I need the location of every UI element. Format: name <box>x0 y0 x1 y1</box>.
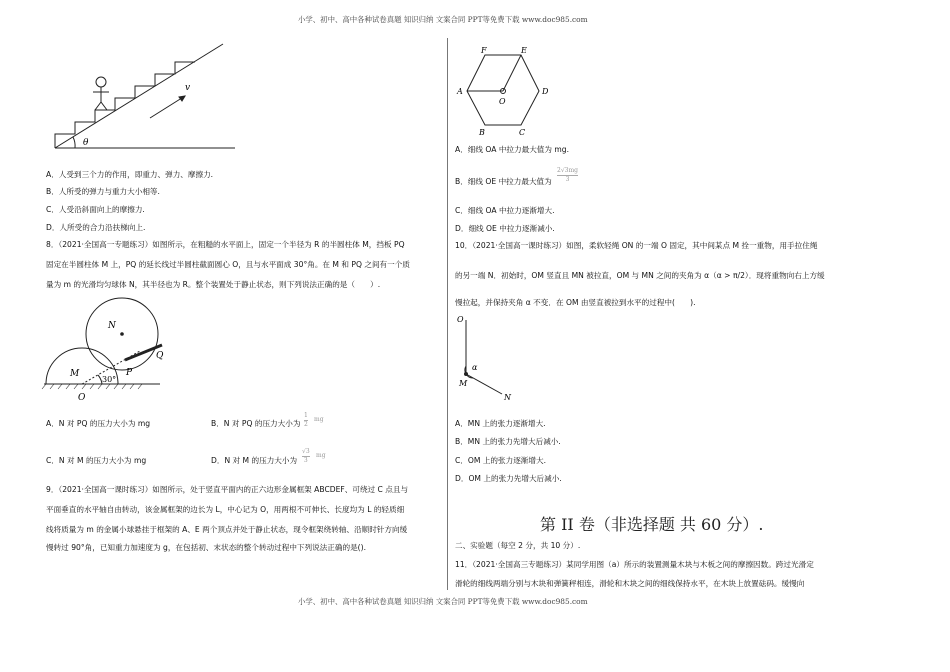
fraction-numerator: 1 <box>304 412 308 419</box>
velocity-label: v <box>185 83 191 93</box>
label-q: Q <box>156 351 164 361</box>
vertex-f: F <box>481 46 487 55</box>
q9-stem-line3: 线将质量为 m 的金属小球悬挂于框架的 A、E 两个顶点并处于静止状态，现令框架绕转轴、沿顺时针方向缓 <box>46 525 408 534</box>
q9-option-c[interactable]: C．细线 OA 中拉力逐渐增大. <box>455 206 555 215</box>
center-o: O <box>499 97 506 106</box>
theta-label: θ <box>83 138 89 148</box>
point-m: M <box>459 379 468 388</box>
q11-stem-line1: 11．（2021·全国高三专题练习）某同学用图（a）所示的装置测量木块与木板之间的摩擦因数。跨过光滑定 <box>455 560 814 569</box>
q9-option-d[interactable]: D．细线 OE 中拉力逐渐减小. <box>455 224 555 233</box>
q9-b-fraction <box>557 167 578 184</box>
fraction-denominator: 2 <box>304 421 308 428</box>
q10-stem-line2: 的另一端 N．初始时，OM 竖直且 MN 被拉直，OM 与 MN 之间的夹角为 α（α > π/2）．现将重物向右上方缓 <box>455 271 825 280</box>
angle-alpha: α <box>472 363 478 372</box>
page-header: 小学、初中、高中各种试卷真题 知识归纳 文案合同 PPT等免费下载 www.doc985.com <box>298 15 588 24</box>
vertex-e: E <box>521 46 527 55</box>
vertex-c: C <box>519 128 526 137</box>
q7-option-b[interactable]: B．人所受的弹力与重力大小相等. <box>46 187 160 196</box>
q10-stem-line1: 10．（2021·全国高一课时练习）如图，柔软轻绳 ON 的一端 O 固定，其中间某点 M 拴一重物，用手拉住绳 <box>455 241 818 250</box>
q8-option-d[interactable]: D．N 对 M 的压力大小为 <box>211 456 298 465</box>
label-p: P <box>126 368 133 378</box>
q10-option-a[interactable]: A．MN 上的张力逐渐增大. <box>455 419 546 428</box>
q8-stem-line1: 8．（2021·全国高一专题练习）如图所示，在粗糙的水平面上，固定一个半径为 R 的半圆柱体 M，挡板 PQ <box>46 240 405 249</box>
page-footer: 小学、初中、高中各种试卷真题 知识归纳 文案合同 PPT等免费下载 www.doc985.com <box>298 597 588 606</box>
semicylinder-sphere-figure <box>40 290 180 405</box>
q8-d-fraction <box>302 448 310 465</box>
fraction-denominator: 3 <box>557 175 578 184</box>
q10-option-b[interactable]: B．MN 上的张力先增大后减小. <box>455 437 561 446</box>
q8-stem-line3: 量为 m 的光滑均匀球体 N，其半径也为 R。整个装置处于静止状态，则下列说法正确的是（ ）. <box>46 280 381 289</box>
point-n: N <box>504 393 511 402</box>
vertex-b: B <box>479 128 485 137</box>
rope-figure <box>452 312 522 404</box>
part2-title: 第 II 卷（非选择题 共 60 分）. <box>540 515 764 534</box>
hexagon-frame-figure <box>455 45 555 137</box>
q9-stem-line2: 平面垂直的水平轴自由转动，该金属框架的边长为 L，中心记为 O，用两根不可伸长、长度均为 L 的轻质细 <box>46 505 405 514</box>
label-n: N <box>108 321 116 331</box>
label-m: M <box>70 369 80 379</box>
q9-option-b[interactable]: B．细线 OE 中拉力最大值为 <box>455 177 552 186</box>
q8-d-fraction-tail: mg <box>316 452 326 459</box>
q10-option-d[interactable]: D．OM 上的张力先增大后减小. <box>455 474 562 483</box>
q7-option-a[interactable]: A．人受到三个力的作用，即重力、弹力、摩擦力. <box>46 170 214 179</box>
q8-option-c[interactable]: C．N 对 M 的压力大小为 mg <box>46 456 147 465</box>
q9-stem-line1: 9．（2021·全国高一课时练习）如图所示，处于竖直平面内的正六边形金属框架 ABCDEF、可绕过 C 点且与 <box>46 485 409 494</box>
vertex-a: A <box>457 87 463 96</box>
point-o: O <box>457 315 464 324</box>
q9-option-a[interactable]: A．细线 OA 中拉力最大值为 mg. <box>455 145 570 154</box>
escalator-figure <box>45 40 245 160</box>
q8-b-fraction-tail: mg <box>314 416 324 423</box>
q8-stem-line2: 固定在半圆柱体 M 上，PQ 的延长线过半圆柱截面圆心 O，且与水平面成 30°角。在 M 和 PQ 之间有一个质 <box>46 260 410 269</box>
q9-stem-line4: 慢转过 90°角，已知重力加速度为 g，在包括初、末状态的整个转动过程中下列说法正确的是(). <box>46 543 367 552</box>
label-angle: 30° <box>102 375 117 384</box>
q11-stem-line2: 滑轮的细线两端分别与木块和弹簧秤相连，滑轮和木块之间的细线保持水平，在木块上放置砝码。缓慢向 <box>455 579 805 588</box>
fraction-numerator: 2√3mg <box>557 167 578 174</box>
label-o: O <box>78 393 86 403</box>
q8-option-a[interactable]: A．N 对 PQ 的压力大小为 mg <box>46 419 151 428</box>
fraction-numerator: √3 <box>302 448 310 455</box>
q7-option-c[interactable]: C．人受沿斜面向上的摩擦力. <box>46 205 145 214</box>
column-divider <box>447 38 448 590</box>
q8-b-fraction <box>304 412 308 429</box>
vertex-d: D <box>542 87 549 96</box>
q10-stem-line3: 慢拉起，并保持夹角 α 不变．在 OM 由竖直被拉到水平的过程中( ). <box>455 298 696 307</box>
section-heading: 二、实验题（每空 2 分，共 10 分）. <box>455 541 581 550</box>
q8-option-b[interactable]: B．N 对 PQ 的压力大小为 <box>211 419 301 428</box>
q7-option-d[interactable]: D．人所受的合力沿扶梯向上. <box>46 223 146 232</box>
fraction-denominator: 3 <box>303 457 308 464</box>
q10-option-c[interactable]: C．OM 上的张力逐渐增大. <box>455 456 547 465</box>
